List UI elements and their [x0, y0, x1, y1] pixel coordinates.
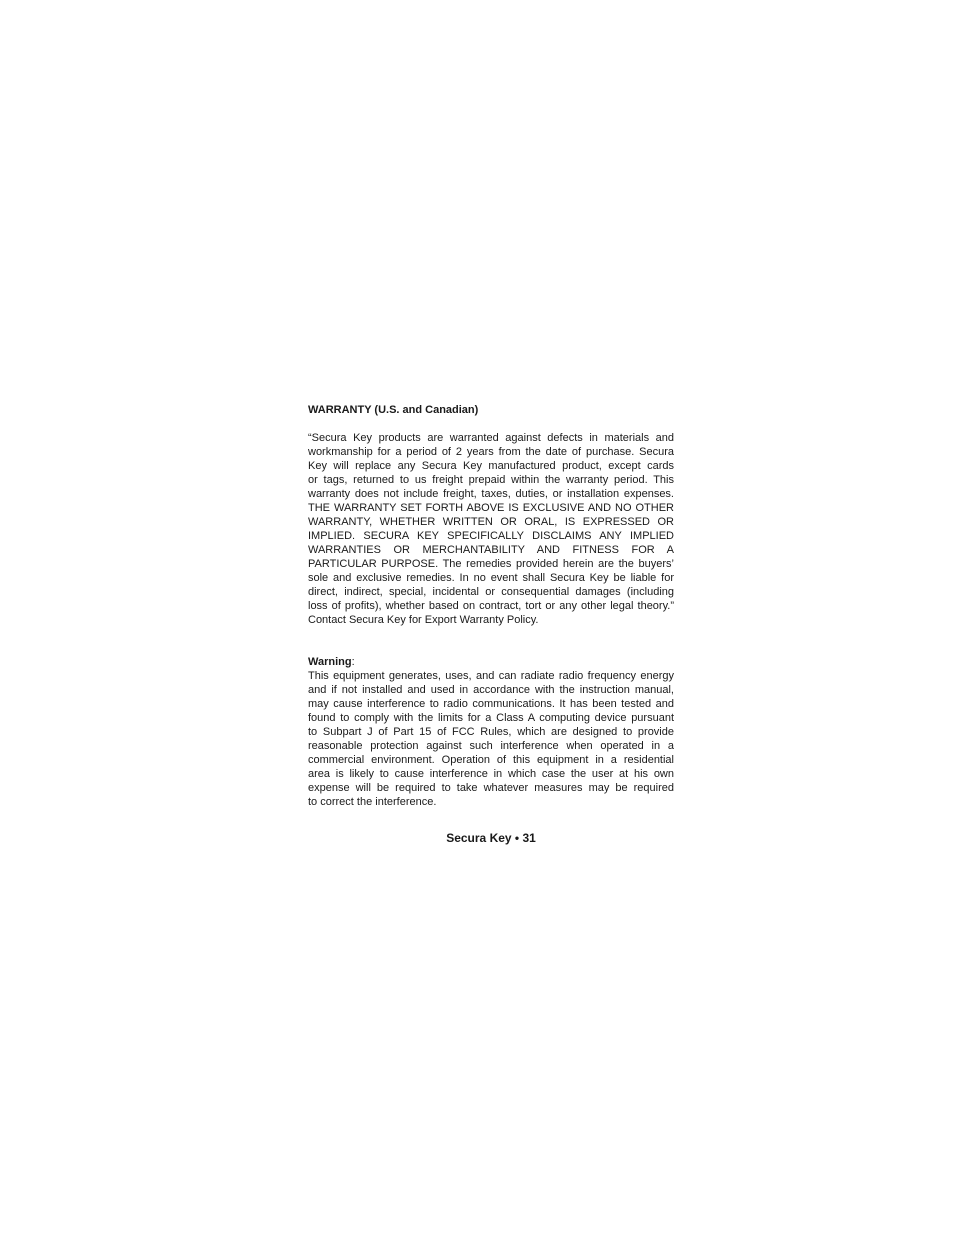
warranty-heading: WARRANTY (U.S. and Canadian) [308, 404, 479, 416]
warning-line: found to comply with the limits for a Class A computing device pursuant [308, 712, 674, 724]
warranty-line: THE WARRANTY SET FORTH ABOVE IS EXCLUSIVE AND NO OTHER [308, 502, 674, 514]
warning-line: expense will be required to take whatever measures may be required [308, 782, 674, 794]
warranty-line: sole and exclusive remedies. In no event shall Secura Key be liable for [308, 572, 674, 584]
warranty-line: warranty does not include freight, taxes, duties, or installation expenses. [308, 488, 674, 500]
warranty-line: Key will replace any Secura Key manufactured product, except cards [308, 460, 674, 472]
warning-section [308, 655, 674, 809]
warning-line: reasonable protection against such interference when operated in a [308, 740, 674, 752]
warranty-line: WARRANTIES OR MERCHANTABILITY AND FITNESS FOR A [308, 544, 674, 556]
warning-line: and if not installed and used in accordance with the instruction manual, [308, 684, 674, 696]
warranty-line: workmanship for a period of 2 years from the date of purchase. Secura [308, 446, 674, 458]
warning-line: may cause interference to radio communications. It has been tested and [308, 698, 674, 710]
warning-label: Warning [308, 656, 352, 668]
warning-line: to correct the interference. [308, 796, 437, 808]
warranty-line: direct, indirect, special, incidental or consequential damages (including [308, 586, 674, 598]
warning-line: to Subpart J of Part 15 of FCC Rules, which are designed to provide [308, 726, 674, 738]
warning-line: This equipment generates, uses, and can radiate radio frequency energy [308, 670, 674, 682]
warranty-line: loss of profits), whether based on contract, tort or any other legal theory.” [308, 600, 674, 612]
warning-label-row [308, 655, 674, 669]
warning-paragraph [308, 669, 674, 809]
warranty-paragraph [308, 431, 674, 627]
warranty-line: IMPLIED. SECURA KEY SPECIFICALLY DISCLAIMS ANY IMPLIED [308, 530, 674, 542]
warranty-line: Contact Secura Key for Export Warranty Policy. [308, 614, 539, 626]
warranty-line: or tags, returned to us freight prepaid within the warranty period. This [308, 474, 674, 486]
warning-line: area is likely to cause interference in which case the user at his own [308, 768, 674, 780]
warranty-line: “Secura Key products are warranted against defects in materials and [308, 432, 674, 444]
warranty-line: PARTICULAR PURPOSE. The remedies provided herein are the buyers’ [308, 558, 674, 570]
warranty-line: WARRANTY, WHETHER WRITTEN OR ORAL, IS EXPRESSED OR [308, 516, 674, 528]
warning-colon: : [351, 656, 355, 668]
document-body [308, 403, 674, 809]
warning-line: commercial environment. Operation of this equipment in a residential [308, 754, 674, 766]
page-footer: Secura Key • 31 [446, 831, 536, 845]
